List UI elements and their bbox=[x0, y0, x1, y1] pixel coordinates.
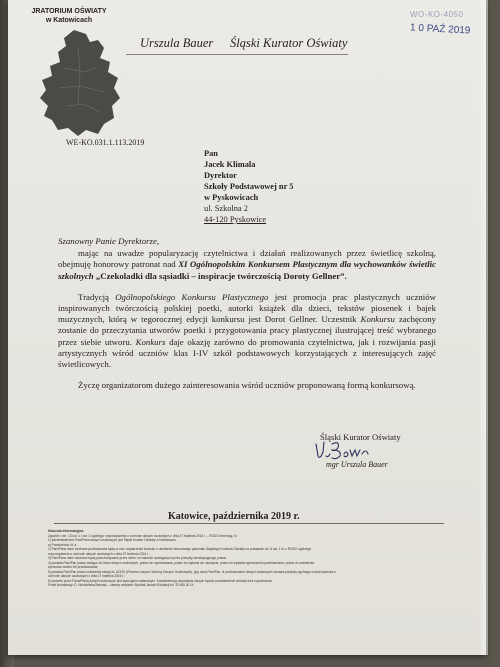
clause-line: 4) posiada Pani/Pan prawo dostępu do treści danych osobowych, prawo ich sprostowania, prawo do żądania ich usunięcia, prawo do żądania ograniczenia przetwarzania, prawo do wniesienia bbox=[48, 560, 315, 565]
p2-contest-name: Ogólnopolskiego Konkursu Plastycznego bbox=[115, 291, 269, 302]
paragraph-1 bbox=[58, 248, 436, 282]
recipient-city-line: w Pyskowicach bbox=[204, 193, 259, 202]
silesia-map-icon bbox=[34, 28, 124, 138]
received-stamp bbox=[410, 10, 474, 36]
stamp-date: 1 0 PAŹ 2019 bbox=[409, 22, 471, 37]
letter-body bbox=[58, 236, 436, 391]
handwritten-signature bbox=[312, 438, 374, 462]
clause-line: a) Powstańców 41 a. bbox=[48, 542, 78, 547]
p2-text-c: zachęcony zostanie do przeczytania utworów poetki i przygotowania pracy plastycznej ilustrującej treść wybranego przez siebie utworu. bbox=[58, 314, 436, 347]
recipient-name: Jacek Klimala bbox=[204, 160, 256, 169]
document-page bbox=[8, 0, 486, 655]
recipient-position: Dyrektor bbox=[204, 171, 237, 180]
recipient-school: Szkoły Podstawowej nr 5 bbox=[204, 182, 294, 191]
paragraph-3: Życzę organizatorom dużego zainteresowania wśród uczniów proponowaną formą konkursową. bbox=[78, 380, 416, 391]
p1-text-b: obejmuję honorowy patronat nad bbox=[58, 259, 176, 270]
p2-text-b: jest promocja prac plastycznych uczniów inspirowanych twórczością polskiej poetki, autorki książek dla dzieci, tekstów piosenek i bajek muzycznych, którą w tegorocznej edycji konkursu jest Dorot Gellner. Uczestnik bbox=[58, 291, 436, 325]
stamp-number: WO-KO-4050 bbox=[410, 10, 464, 19]
information-clause bbox=[48, 529, 452, 588]
paragraph-2 bbox=[58, 292, 436, 370]
recipient-address bbox=[204, 148, 293, 225]
institution-logo-text bbox=[30, 8, 108, 25]
clause-line: 1) administratorem Pani/Pana danych osobowych jest Śląski Kurator Oświaty w Katowicach; bbox=[48, 538, 177, 542]
clause-line: Zgodnie z art. 13 ust. 1 i ust. 2 ogólnego rozporządzenia o ochronie danych osobowych z dnia 27 kwietnia 2016 r. – RODO informuję, iż: bbox=[48, 533, 238, 538]
clause-line: ochronie danych osobowych z dnia 27 kwietnia 2016 r.; bbox=[48, 574, 125, 578]
clause-line: 5) posiada Pani/Pan prawo wniesienia skargi do UODO (Prezesa Urzędu Ochrony Danych Osobowych), gdy uzna Pani/Pan, iż przetwarzanie danych osobowych narusza przepisy ogólnego rozporządzenia o bbox=[48, 569, 336, 574]
logo-line-1: JRATORIUM OŚWIATY bbox=[31, 8, 107, 15]
p2-konkursu: Konkursu bbox=[360, 314, 395, 325]
place-date: Katowice, października 2019 r. bbox=[168, 511, 300, 522]
header-divider bbox=[126, 54, 348, 55]
recipient-street: ul. Szkolna 2 bbox=[204, 204, 248, 213]
p1-contest-name: XI Ogólnopolskim Konkursem Plastycznym dla wychowanków świetlic szkolnych bbox=[58, 259, 436, 281]
official-name: Urszula Bauer bbox=[140, 36, 214, 50]
official-title: Śląski Kurator Oświaty bbox=[230, 36, 348, 50]
clause-line: 2) Pani/Pana dane osobowe przetwarzane będą w celu rozpatrzenia wniosku o udzielenie honorowego patronatu Śląskiego Kuratora Oświaty na podstawie art. 6 ust. 1 lit. c RODO ogólnego bbox=[48, 547, 312, 551]
p2-text-d: daje okazję zarówno do promowania czytelnictwa, jak i rozwijania pasji artystycznych wśród uczniów klas I-IV szkół podstawowych korzystających z interesujących zajęć świetlicowych. bbox=[58, 336, 436, 370]
p1-text-a: mając na uwadze popularyzację czytelnictwa i działań realizowanych przez świetlicę szkolną, bbox=[78, 248, 436, 259]
clause-title: Klauzula informacyjna: bbox=[48, 529, 85, 533]
greeting: Szanowny Panie Dyrektorze, bbox=[58, 236, 160, 246]
recipient-salutation: Pan bbox=[204, 149, 218, 158]
footer-divider bbox=[54, 523, 444, 524]
signature-name: mgr Urszula Bauer bbox=[326, 460, 388, 469]
clause-line: 6) podanie przez Pana/Panią danych osobowych jest wymogiem ustawowym. Konsekwencją niepodania danych będzie pozostawienie wniosku bez rozpatrzenia. bbox=[48, 578, 273, 583]
p1-contest-title: „Czekoladki dla sąsiadki – inspiracje twórczością Doroty Gellner”. bbox=[95, 270, 347, 281]
clause-line: Punkt kontaktowy: D. Niedzielska-Barczyk – starszy wizytator Wydział Jakości Edukacji tel. 32 606 30 14 bbox=[48, 583, 194, 587]
logo-line-2: w Katowicach bbox=[45, 16, 93, 24]
reference-number: WE-KO.031.1.113.2019 bbox=[66, 138, 145, 147]
clause-line: 3) Pani/Pana dane osobowe będą przechowywane przez okres i w zakresie wymaganym przez przepisy obowiązującego prawa; bbox=[48, 556, 227, 560]
clause-line: rozporządzenia o ochronie danych osobowych z dnia 27 kwietnia 2016 r.; bbox=[48, 551, 150, 556]
p2-text-a: Tradycją bbox=[78, 291, 109, 302]
p2-konkurs: Konkurs bbox=[135, 336, 166, 347]
signature-title: Śląski Kurator Oświaty bbox=[320, 432, 401, 442]
clause-line: sprzeciwu wobec ich przetwarzania; bbox=[48, 565, 99, 569]
recipient-postal: 44-120 Pyskowice bbox=[204, 215, 267, 224]
